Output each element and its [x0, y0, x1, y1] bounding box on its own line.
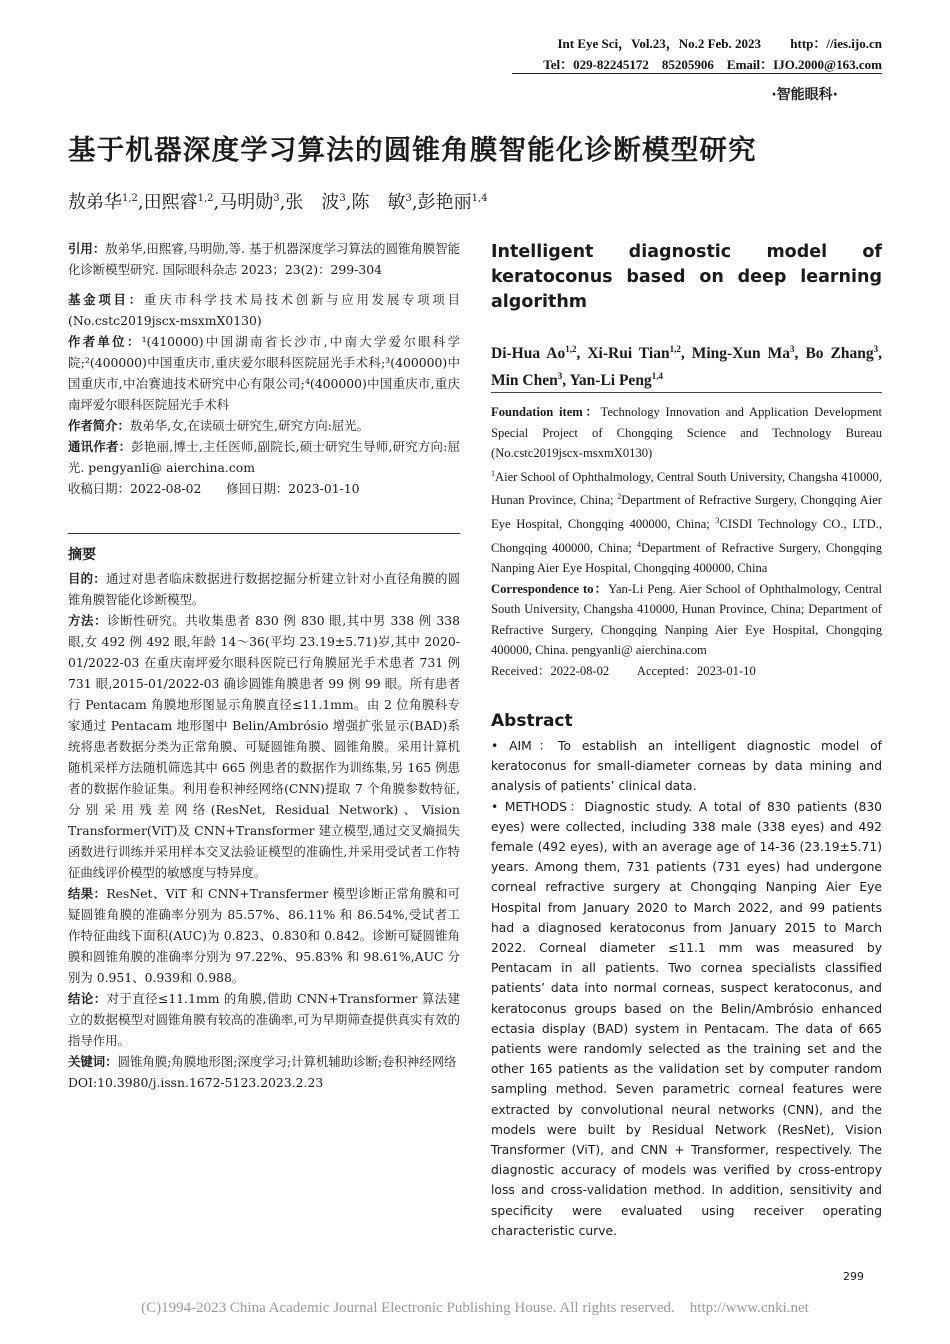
- author-affil-sup: 3: [790, 344, 795, 354]
- abstract-heading-en: Abstract: [491, 711, 573, 731]
- author-affil-sup: 1,2: [197, 193, 214, 204]
- article-title-en: [491, 240, 882, 315]
- en-meta-rule: [491, 392, 882, 393]
- section-tag: ·智能眼科·: [771, 87, 838, 103]
- doi: DOI:10.3980/j.issn.1672-5123.2023.2.23: [68, 1075, 324, 1090]
- author-name: 敖弟华: [68, 192, 122, 213]
- author-affil-sup: 3: [405, 193, 412, 204]
- author-affil-sup: 1,4: [651, 371, 663, 382]
- author-affil-sup: 3: [873, 344, 879, 354]
- author-name: Yan-Li Peng: [569, 372, 652, 390]
- abstract-cn: [68, 545, 460, 1093]
- author-affil-sup: 1,2: [122, 193, 138, 204]
- copyright-footer: (C)1994-2023 China Academic Journal Electronic Publishing House. All rights reserved. http://www.cnki.net: [141, 1300, 809, 1316]
- article-metadata-en: [491, 402, 882, 681]
- author-affil-sup: 1,4: [471, 193, 488, 204]
- author-bio: 作者简介：敖弟华,女,在读硕士研究生,研究方向:屈光。: [68, 418, 369, 433]
- author-name: 彭艳丽: [417, 192, 472, 213]
- foundation-item: Foundation item：Technology Innovation and Application Development Special Project of Chongqing Science and Technology Bureau (No.cstc2019jscx-msxmX0130): [491, 405, 882, 460]
- author-name: 马明勋: [219, 192, 274, 213]
- author-name: Ming-Xun Ma: [691, 345, 791, 363]
- author-affil-sup: 1,2: [669, 344, 681, 354]
- citation: 引用：敖弟华,田熙睿,马明勋,等. 基于机器深度学习算法的圆锥角膜智能化诊断模型研究. 国际眼科杂志 2023；23(2)：299-304: [68, 241, 460, 277]
- title-en-line1: Intelligent diagnostic model of: [491, 242, 882, 262]
- authors-cn: 敖弟华$^{1,2}$,田熙睿$^{1,2}$,马明勋$^3$,张 波$^3$,陈 敏$^3$,彭艳丽$^{1,4}$: [68, 192, 488, 213]
- author-name: 张 波: [285, 192, 340, 213]
- affiliations-en: $^1$Aier School of Ophthalmology, Central South University, Changsha 410000, Hunan Province, China; $^2$Department of Refractive Surgery, Chongqing Aier Eye Hospital, Chongqing 400000, China; $^3$CISDI Technology CO., LTD., Chongqing 400000, China; $^4$Department of Refractive Surgery, Chongqing Nanping Aier Eye Hospital, Chongqing 400000, China: [491, 468, 882, 576]
- corresponding-author-cn: 通讯作者：彭艳丽,博士,主任医师,副院长,硕士研究生导师,研究方向:屈光. pengyanli@ aierchina.com: [68, 439, 460, 475]
- keywords-cn: 关键词：圆锥角膜;角膜地形图;深度学习;计算机辅助诊断;卷积神经网络: [68, 1054, 457, 1069]
- author-affil-sup: 1,2: [565, 344, 577, 354]
- abstract-aim-en: • AIM：To establish an intelligent diagnostic model of keratoconus for small-diameter corneas by data mining and analysis of patients’ clinical data.: [491, 739, 882, 794]
- journal-header-line1: Int Eye Sci，Vol.23，No.2 Feb. 2023 http：//ies.ijo.cn: [557, 36, 882, 51]
- article-title-cn: 基于机器深度学习算法的圆锥角膜智能化诊断模型研究: [68, 134, 757, 166]
- fund-info: 基金项目：重庆市科学技术局技术创新与应用发展专项项目(No.cstc2019jscx-msxmX0130): [68, 292, 460, 328]
- page-number: 299: [843, 1270, 864, 1283]
- author-affil-sup: 3: [557, 371, 563, 382]
- abstract-methods-en: • METHODS：Diagnostic study. A total of 830 patients (830 eyes) were collected, including 338 male (338 eyes) and 492 female (492 eyes), with an average age of 14-36 (23.19±5.71) years. Among them, 731 patients (731 eyes) had undergone corneal refractive surgery at Chongqing Nanping Aier Eye Hospital from January 2020 to March 2022, and 99 patients had a diagnosed keratoconus from January 2015 to March 2022. Corneal diameter ≤11.1 mm was measured by Pentacam in all patients. Two cornea specialists classified patients’ data into normal corneas, suspect keratoconus, and keratoconus groups based on the Belin/Ambrósio enhanced ectasia display (BAD) system in Pentacam. The data of 665 patients were randomly selected as the training set and the other 165 patients as the validation set by computer random sampling method. Seven parametric corneal features were extracted by convolutional neural networks (CNN), and the models were built by Residual Network (ResNet), Vision Transformer (ViT), and CNN + Transformer, respectively. The diagnostic accuracy of models was verified by cross-entropy loss and cross-validation method. In addition, sensitivity and specificity were evaluated using receiver operating characteristic curve.: [491, 799, 882, 1238]
- article-metadata-cn: [68, 238, 460, 499]
- received-dates-cn: 收稿日期：2022-08-02 修回日期：2023-01-10: [68, 481, 360, 496]
- authors-en: Di-Hua Ao$^{1,2}$, Xi-Rui Tian$^{1,2}$, Ming-Xun Ma$^3$, Bo Zhang$^3$, Min Chen$^3$, Yan-Li Peng$^{1,4}$: [491, 344, 882, 390]
- correspondence-en: Correspondence to：Yan-Li Peng. Aier School of Ophthalmology, Central South University, Changsha 410000, Hunan Province, China; Department of Refractive Surgery, Chongqing Nanping Aier Eye Hospital, Chongqing 400000, China. pengyanli@ aierchina.com: [491, 581, 882, 658]
- author-affil-sup: 3: [273, 193, 280, 204]
- abstract-methods-cn: 方法：诊断性研究。共收集患者 830 例 830 眼,其中男 338 例 338 眼,女 492 例 492 眼,年龄 14～36(平均 23.19±5.71)岁,其中 2020-01/2022-03 在重庆南坪爱尔眼科医院已行角膜屈光手术患者 731 例 731 眼,2015-01/2022-03 确诊圆锥角膜患者 99 例 99 眼。所有患者行 Pentacam 角膜地形图显示角膜直径≤11.1mm。由 2 位角膜科专家通过 Pentacam 地形图中 Belin/Ambrósio 增强扩张显示(BAD)系统将患者数据分类为正常角膜、可疑圆锥角膜、圆锥角膜。采用计算机随机采样方法随机筛选其中 665 例患者的数据作为训练集,另 165 例患者的数据作验证集。利用卷积神经网络(CNN)提取 7 个角膜参数特征,分别采用残差网络(ResNet, Residual Network)、Vision Transformer(ViT)及 CNN+Transformer 建立模型,通过交叉熵损失函数进行训练并采用样本交叉法验证模型的准确性,并采用受试者工作特征曲线评价模型的敏感度与特异度。: [68, 613, 460, 880]
- author-name: Bo Zhang: [805, 345, 874, 363]
- author-affil-sup: 3: [339, 193, 346, 204]
- received-dates-en: Received：2022-08-02 Accepted：2023-01-10: [491, 663, 756, 678]
- author-name: 田熙睿: [143, 192, 198, 213]
- journal-header-line2: Tel：029-82245172 85205906 Email：IJO.2000@163.com: [543, 57, 882, 72]
- column-divider: [68, 533, 460, 534]
- affiliations-cn: 作者单位：¹(410000)中国湖南省长沙市,中南大学爱尔眼科学院;²(400000)中国重庆市,重庆爱尔眼科医院屈光手术科;³(400000)中国重庆市,中冶赛迪技术研究中心有限公司;⁴(400000)中国重庆市,重庆南坪爱尔眼科医院屈光手术科: [68, 334, 461, 412]
- abstract-aim-cn: 目的：通过对患者临床数据进行数据挖掘分析建立针对小直径角膜的圆锥角膜智能化诊断模型。: [68, 571, 461, 607]
- abstract-results-cn: 结果：ResNet、ViT 和 CNN+Transfermer 模型诊断正常角膜和可疑圆锥角膜的准确率分别为 85.57%、86.11% 和 86.54%,受试者工作特征曲线下面积(AUC)为 0.823、0.830和 0.842。诊断可疑圆锥角膜和圆锥角膜的准确率分别为 97.22%、95.83% 和 98.61%,AUC 分别为 0.951、0.939和 0.988。: [68, 886, 460, 985]
- abstract-heading-cn: 摘要: [68, 547, 96, 563]
- abstract-conclusion-cn: 结论：对于直径≤11.1mm 的角膜,借助 CNN+Transformer 算法建立的数据模型对圆锥角膜有较高的准确率,可为早期筛查提供真实有效的指导作用。: [68, 991, 460, 1048]
- abstract-en: [491, 736, 882, 1241]
- author-name: 陈 敏: [351, 192, 406, 213]
- header-rule: [512, 73, 882, 74]
- author-name: Xi-Rui Tian: [587, 345, 670, 363]
- author-name: Di-Hua Ao: [491, 345, 566, 363]
- title-en-rest: keratoconus based on deep learning algorithm: [491, 267, 882, 312]
- author-name: Min Chen: [491, 372, 558, 390]
